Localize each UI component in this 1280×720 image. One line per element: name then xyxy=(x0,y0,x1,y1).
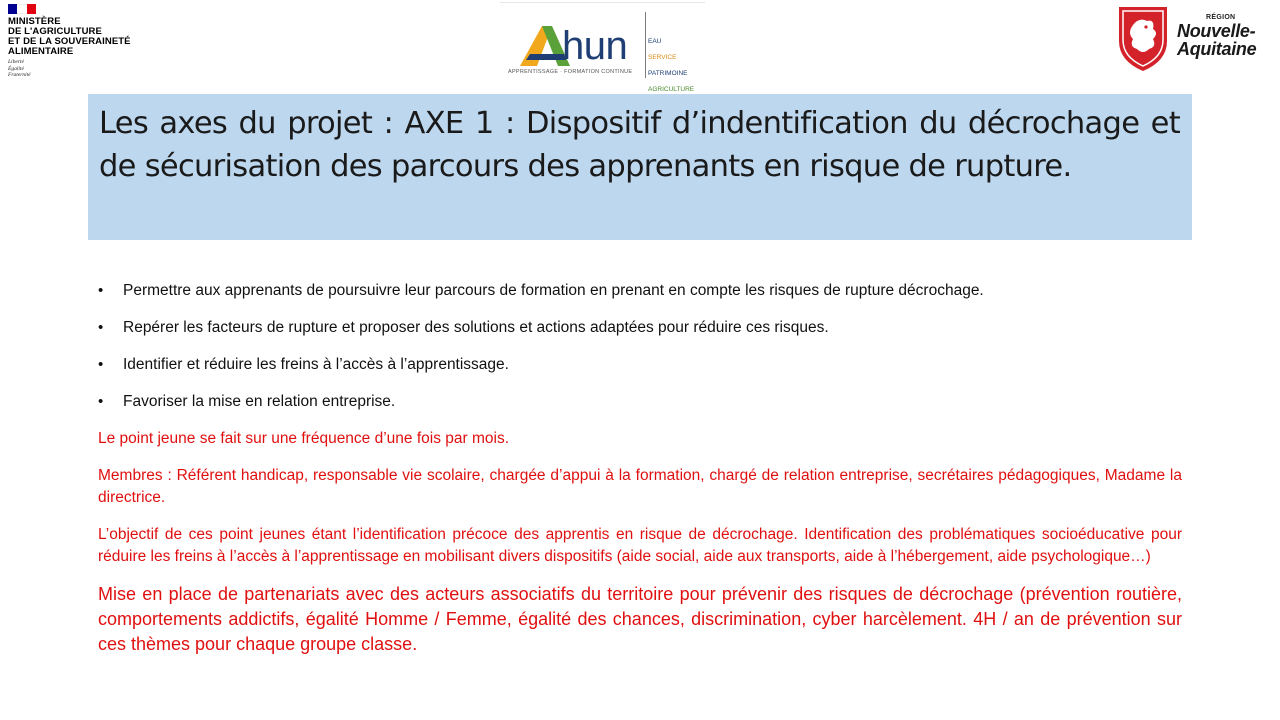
ahun-side-line: SERVICE xyxy=(648,54,677,61)
region-lion-crest-icon xyxy=(1113,3,1173,73)
title-box xyxy=(88,94,1192,240)
ahun-subtitle: APPRENTISSAGE · FORMATION CONTINUE xyxy=(508,69,633,75)
ahun-side-line: EAU xyxy=(648,38,662,45)
ministry-logo xyxy=(8,4,178,84)
bullet-icon: • xyxy=(98,282,104,299)
ministry-title: MINISTÈRE DE L'AGRICULTURE ET DE LA SOUVERAINETÉ ALIMENTAIRE xyxy=(8,16,131,57)
slide-body xyxy=(98,280,1182,657)
french-flag-icon xyxy=(8,4,36,14)
bullet-item xyxy=(98,280,1182,302)
region-name: Nouvelle- Aquitaine xyxy=(1177,21,1257,59)
ahun-logo xyxy=(500,0,705,93)
ahun-side-line: PATRIMOINE xyxy=(648,70,688,77)
bullet-list xyxy=(98,280,1182,413)
ahun-side-text xyxy=(648,30,694,102)
ahun-wordmark: hun xyxy=(562,24,628,68)
members-paragraph: Membres : Référent handicap, responsable vie scolaire, chargée d’appui à la formation, chargé de relation entreprise, secrétaires pédagogiques, Madame la directrice. xyxy=(98,467,1182,506)
bullet-text: Permettre aux apprenants de poursuivre leur parcours de formation en prenant en compte les risques de rupture décrochage. xyxy=(123,282,984,299)
bullet-item xyxy=(98,317,1182,339)
bullet-text: Repérer les facteurs de rupture et proposer des solutions et actions adaptées pour réduire ces risques. xyxy=(123,319,829,336)
region-logo xyxy=(1113,3,1273,75)
logo-separator xyxy=(645,12,646,78)
ministry-motto: Liberté Égalité Fraternité xyxy=(8,59,31,78)
slide-title: Les axes du projet : AXE 1 : Dispositif d’indentification du décrochage et de sécurisation des parcours des apprenants en risque de rupture. xyxy=(99,106,1180,184)
region-label: RÉGION xyxy=(1206,14,1236,21)
frequency-paragraph: Le point jeune se fait sur une fréquence d’une fois par mois. xyxy=(98,430,510,447)
bullet-icon: • xyxy=(98,393,104,410)
bullet-item xyxy=(98,391,1182,413)
bullet-icon: • xyxy=(98,319,104,336)
objective-paragraph: L’objectif de ces point jeunes étant l’identification précoce des apprentis en risque de décrochage. Identification des problématiques socioéducative pour réduire les freins à l’accès à l’apprentissage en mobilisant divers dispositifs (aide social, aide aux transports, aide à l’hébergement, aide psychologique…) xyxy=(98,526,1182,565)
bullet-icon: • xyxy=(98,356,104,373)
ahun-side-line: AGRICULTURE xyxy=(648,86,695,93)
bullet-text: Favoriser la mise en relation entreprise. xyxy=(123,393,396,410)
bullet-item xyxy=(98,354,1182,376)
partnerships-paragraph: Mise en place de partenariats avec des acteurs associatifs du territoire pour prévenir des risques de décrochage (prévention routière, comportements addictifs, égalité Homme / Femme, égalité des chances, discrimination, cyber harcèlement. 4H / an de prévention sur ces thèmes pour chaque groupe classe. xyxy=(98,584,1182,654)
logo-divider xyxy=(500,2,705,3)
bullet-text: Identifier et réduire les freins à l’accès à l’apprentissage. xyxy=(123,356,509,373)
